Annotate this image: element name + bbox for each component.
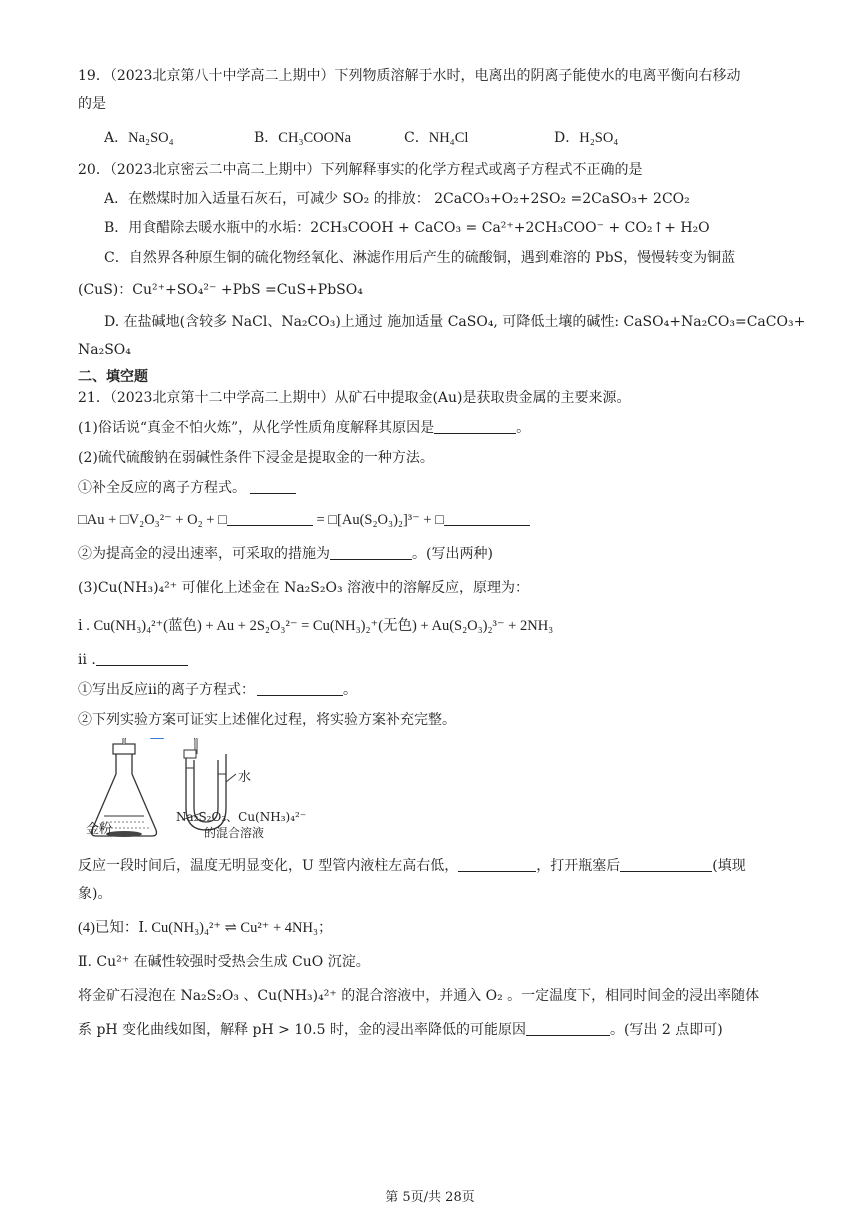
q21-part4: (4)已知：Ⅰ. Cu(NH₃)₄²⁺ ⇌ Cu²⁺ + 4NH₃； bbox=[78, 920, 333, 936]
figure-label-solution-2: 的混合溶液 bbox=[204, 826, 265, 840]
q21-part3a: ①写出反应ⅱ的离子方程式： 。 bbox=[78, 682, 357, 698]
figure-label-solution: Na₂S₂O₃、Cu(NH₃)₄²⁻ bbox=[176, 810, 307, 824]
q19-option-d: D．H₂SO₄ bbox=[554, 130, 619, 146]
answer-blank[interactable] bbox=[330, 545, 412, 560]
q21-part4b: Ⅱ. Cu²⁺ 在碱性较强时受热会生成 CuO 沉淀。 bbox=[78, 954, 370, 970]
answer-blank[interactable] bbox=[458, 857, 536, 872]
q21-part2a: ①补全反应的离子方程式。 bbox=[78, 478, 296, 498]
section-heading: 二、填空题 bbox=[78, 369, 148, 385]
q20-option-d-cont: Na₂SO₄ bbox=[78, 342, 131, 358]
q19-option-b: B．CH₃COONa bbox=[254, 130, 352, 146]
q20-option-c: C．自然界各种原生铜的硫化物经氧化、淋滤作用后产生的硫酸铜，遇到难溶的 PbS，慢慢转变为铜蓝 bbox=[104, 250, 736, 266]
q20-option-c-cont: (CuS)：Cu²⁺+SO₄²⁻ +PbS =CuS+PbSO₄ bbox=[78, 282, 363, 298]
q21-part1: (1)俗话说“真金不怕火炼”，从化学性质角度解释其原因是 。 bbox=[78, 420, 531, 436]
q21-part2: (2)硫代硫酸钠在弱碱性条件下浸金是提取金的一种方法。 bbox=[78, 450, 434, 466]
answer-blank[interactable] bbox=[444, 511, 530, 526]
answer-blank[interactable] bbox=[620, 857, 712, 872]
q19-option-c: C．NH₄Cl bbox=[404, 130, 469, 146]
answer-blank[interactable] bbox=[526, 1021, 610, 1036]
q19-options bbox=[104, 128, 618, 148]
q21-reaction-i: ⅰ . Cu(NH₃)₄²⁺(蓝色) + Au + 2S₂O₃²⁻ = Cu(NH₃)₂⁺(无色) + Au(S₂O₃)₂³⁻ + 2NH₃ bbox=[78, 618, 554, 634]
q20-stem: 20．（2023北京密云二中高二上期中）下列解释事实的化学方程式或离子方程式不正确的是 bbox=[78, 162, 643, 178]
page-footer: 第 5页/共 28页 bbox=[385, 1190, 475, 1205]
q21-experiment-text-cont: 象)。 bbox=[78, 886, 112, 902]
answer-blank[interactable] bbox=[434, 419, 516, 434]
q19-stem: 19．（2023北京第八十中学高二上期中）下列物质溶解于水时，电离出的阴离子能使水的电离平衡向右移动 bbox=[78, 68, 741, 84]
q21-part4d: 系 pH 变化曲线如图，解释 pH > 10.5 时，金的浸出率降低的可能原因 。(写出 2 点即可) bbox=[78, 1022, 723, 1038]
q19-stem-cont: 的是 bbox=[78, 96, 106, 112]
water-pointer bbox=[226, 774, 236, 782]
q21-part4c: 将金矿石浸泡在 Na₂S₂O₃ 、Cu(NH₃)₄²⁺ 的混合溶液中，并通入 O₂ 。一定温度下，相同时间金的浸出率随体 bbox=[78, 988, 760, 1004]
clamp bbox=[150, 738, 164, 739]
figure-label-gold: 金粉 bbox=[86, 822, 113, 837]
answer-blank[interactable] bbox=[257, 681, 343, 696]
answer-blank[interactable] bbox=[96, 651, 188, 666]
answer-blank[interactable] bbox=[227, 511, 313, 526]
q21-experiment-text: 反应一段时间后，温度无明显变化，U 型管内液柱左高右低， ，打开瓶塞后 (填现 bbox=[78, 858, 746, 874]
q20-option-d: D. 在盐碱地(含较多 NaCl、Na₂CO₃)上通过 施加适量 CaSO₄, 可降低土壤的碱性: CaSO₄+Na₂CO₃=CaCO₃+ bbox=[104, 314, 806, 330]
q20-option-b: B．用食醋除去暖水瓶中的水垢：2CH₃COOH + CaCO₃ = Ca²⁺+2CH₃COO⁻ + CO₂↑+ H₂O bbox=[104, 220, 710, 236]
q21-part3: (3)Cu(NH₃)₄²⁺ 可催化上述金在 Na₂S₂O₃ 溶液中的溶解反应，原理为： bbox=[78, 580, 530, 596]
q21-equation-1: □Au + □V₂O₃²⁻ + O₂ + □ = □[Au(S₂O₃)₂]³⁻ + □ bbox=[78, 510, 530, 530]
q19-option-a: A．Na₂SO₄ bbox=[104, 130, 174, 146]
q21-stem: 21．（2023北京第十二中学高二上期中）从矿石中提取金(Au)是获取贵金属的主要来源。 bbox=[78, 390, 631, 406]
q21-reaction-ii: ⅱ . bbox=[78, 650, 188, 670]
figure-label-water: 水 bbox=[238, 770, 252, 785]
q21-part3b: ②下列实验方案可证实上述催化过程，将实验方案补充完整。 bbox=[78, 712, 456, 728]
q20-option-a: A．在燃煤时加入适量石灰石，可减少 SO₂ 的排放： 2CaCO₃+O₂+2SO₂ =2CaSO₃+ 2CO₂ bbox=[104, 191, 690, 207]
stopper bbox=[113, 744, 135, 754]
q21-part2b: ②为提高金的浸出速率，可采取的措施为 。(写出两种) bbox=[78, 546, 493, 562]
answer-blank[interactable] bbox=[250, 479, 296, 494]
